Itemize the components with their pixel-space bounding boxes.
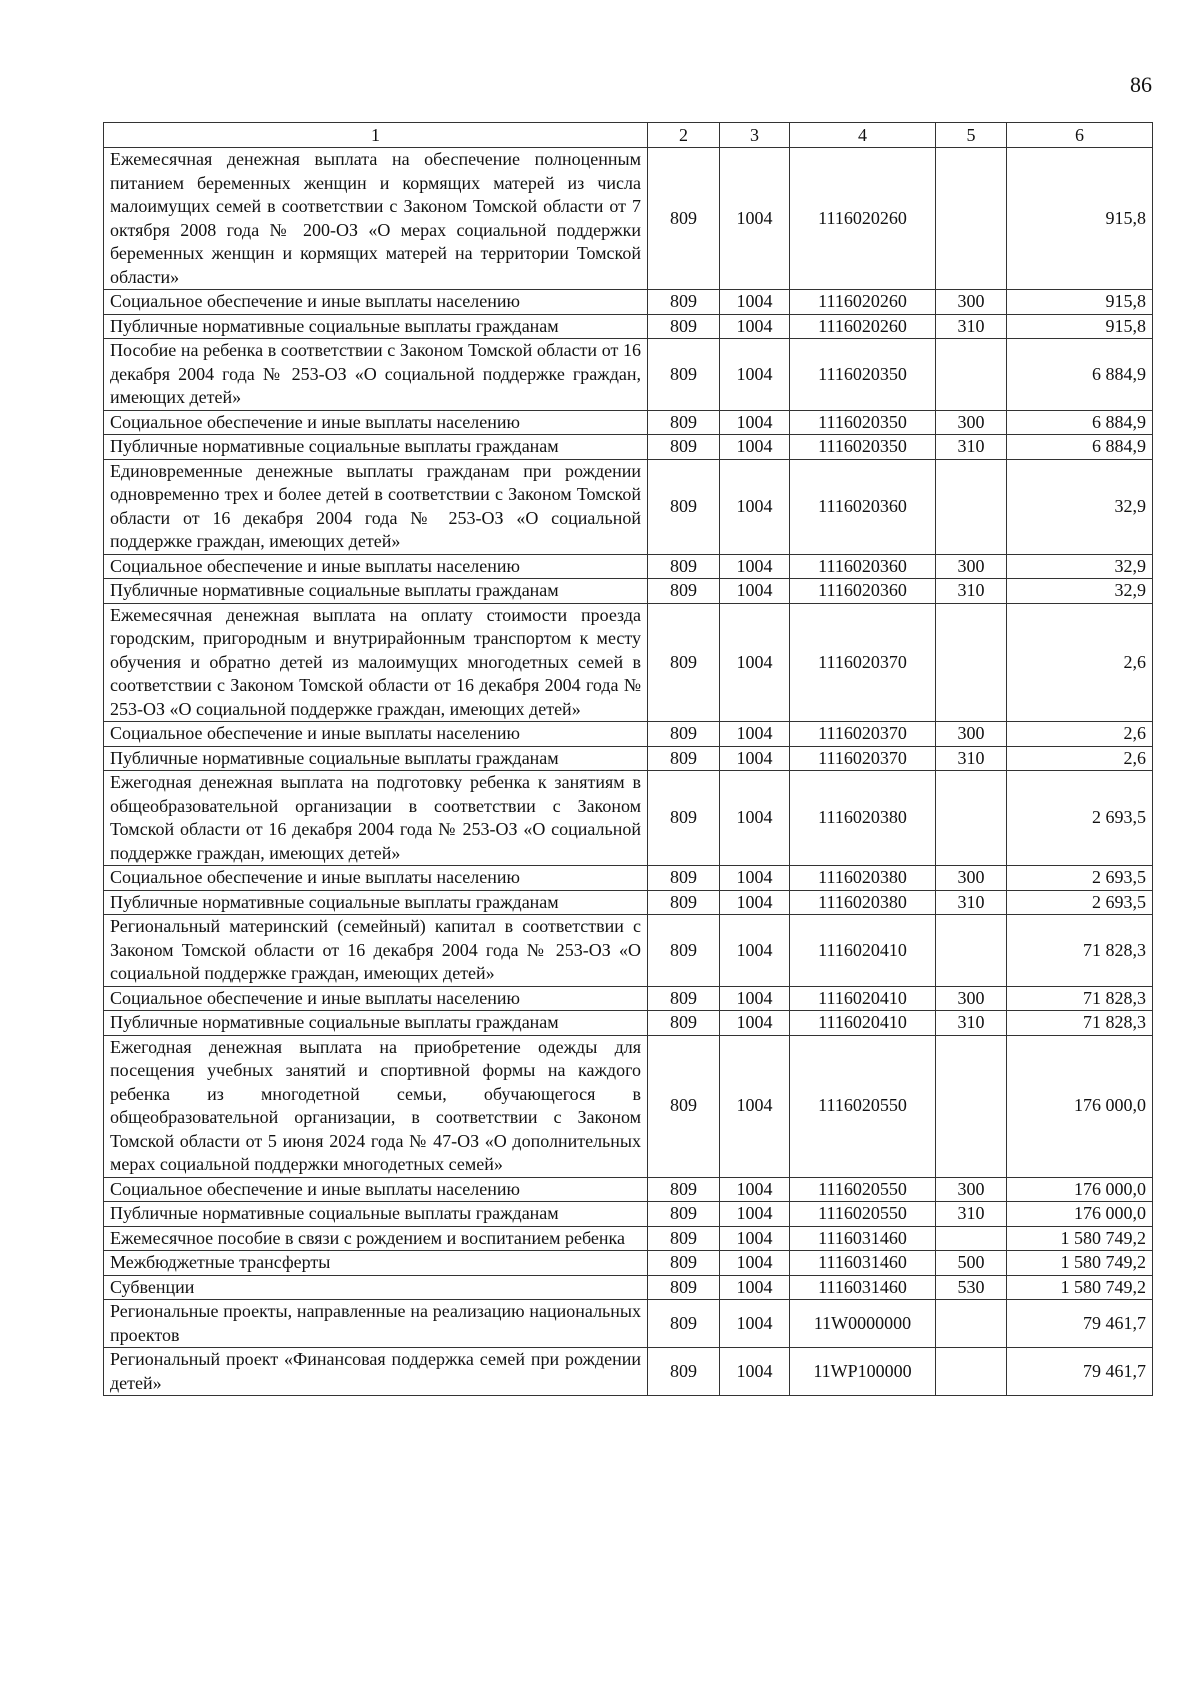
cell-amount: 176 000,0 (1007, 1177, 1153, 1202)
cell-target-article: 1116020350 (790, 410, 936, 435)
table-row (104, 1177, 1153, 1202)
cell-ministry-code: 809 (648, 148, 720, 290)
cell-ministry-code: 809 (648, 890, 720, 915)
cell-description: Социальное обеспечение и иные выплаты населению (104, 410, 648, 435)
cell-expense-type: 300 (936, 554, 1007, 579)
table-row (104, 722, 1153, 747)
cell-expense-type: 310 (936, 746, 1007, 771)
table-row (104, 1251, 1153, 1276)
table-row (104, 554, 1153, 579)
cell-expense-type: 310 (936, 435, 1007, 460)
cell-target-article: 1116031460 (790, 1275, 936, 1300)
table-row (104, 290, 1153, 315)
table-header-row (104, 123, 1153, 148)
cell-amount: 2 693,5 (1007, 866, 1153, 891)
cell-expense-type: 300 (936, 722, 1007, 747)
cell-expense-type: 310 (936, 1011, 1007, 1036)
cell-ministry-code: 809 (648, 986, 720, 1011)
cell-target-article: 1116020370 (790, 746, 936, 771)
cell-ministry-code: 809 (648, 435, 720, 460)
budget-table (103, 122, 1153, 1396)
cell-target-article: 1116031460 (790, 1251, 936, 1276)
cell-expense-type: 300 (936, 866, 1007, 891)
cell-target-article: 1116020360 (790, 554, 936, 579)
cell-description: Межбюджетные трансферты (104, 1251, 648, 1276)
cell-amount: 6 884,9 (1007, 339, 1153, 411)
cell-target-article: 1116020370 (790, 603, 936, 722)
cell-section-code: 1004 (720, 890, 790, 915)
cell-expense-type: 310 (936, 314, 1007, 339)
cell-section-code: 1004 (720, 410, 790, 435)
table-row (104, 1035, 1153, 1177)
cell-ministry-code: 809 (648, 722, 720, 747)
cell-expense-type: 310 (936, 1202, 1007, 1227)
cell-amount: 71 828,3 (1007, 915, 1153, 987)
cell-amount: 71 828,3 (1007, 986, 1153, 1011)
cell-ministry-code: 809 (648, 915, 720, 987)
cell-amount: 79 461,7 (1007, 1348, 1153, 1396)
cell-expense-type (936, 1226, 1007, 1251)
cell-target-article: 11W0000000 (790, 1300, 936, 1348)
cell-ministry-code: 809 (648, 746, 720, 771)
cell-target-article: 1116020380 (790, 890, 936, 915)
cell-section-code: 1004 (720, 1226, 790, 1251)
table-row (104, 1300, 1153, 1348)
cell-amount: 71 828,3 (1007, 1011, 1153, 1036)
cell-ministry-code: 809 (648, 554, 720, 579)
cell-amount: 176 000,0 (1007, 1035, 1153, 1177)
cell-section-code: 1004 (720, 603, 790, 722)
cell-amount: 2,6 (1007, 603, 1153, 722)
table-row (104, 915, 1153, 987)
cell-description: Публичные нормативные социальные выплаты гражданам (104, 314, 648, 339)
cell-section-code: 1004 (720, 1011, 790, 1036)
cell-section-code: 1004 (720, 746, 790, 771)
table-row (104, 603, 1153, 722)
cell-amount: 6 884,9 (1007, 410, 1153, 435)
cell-ministry-code: 809 (648, 459, 720, 554)
table-row (104, 1275, 1153, 1300)
cell-ministry-code: 809 (648, 1226, 720, 1251)
table-row (104, 148, 1153, 290)
table-row (104, 1011, 1153, 1036)
cell-description: Социальное обеспечение и иные выплаты населению (104, 554, 648, 579)
cell-section-code: 1004 (720, 722, 790, 747)
cell-target-article: 1116020410 (790, 986, 936, 1011)
cell-expense-type: 530 (936, 1275, 1007, 1300)
table-row (104, 890, 1153, 915)
cell-target-article: 1116020410 (790, 1011, 936, 1036)
table-row (104, 435, 1153, 460)
cell-description: Региональные проекты, направленные на реализацию национальных проектов (104, 1300, 648, 1348)
cell-expense-type: 310 (936, 890, 1007, 915)
table-row (104, 746, 1153, 771)
cell-section-code: 1004 (720, 459, 790, 554)
cell-description: Ежегодная денежная выплата на приобретение одежды для посещения учебных занятий и спортивной формы на каждого ребенка из многодетной семьи, обучающегося в общеобразовательной организации, в соответствии с Законом Томской области от 5 июня 2024 года № 47-ОЗ «О дополнительных мерах социальной поддержки многодетных семей» (104, 1035, 648, 1177)
cell-ministry-code: 809 (648, 290, 720, 315)
cell-ministry-code: 809 (648, 1275, 720, 1300)
cell-target-article: 1116020350 (790, 339, 936, 411)
cell-section-code: 1004 (720, 148, 790, 290)
cell-description: Публичные нормативные социальные выплаты гражданам (104, 1202, 648, 1227)
cell-description: Ежемесячная денежная выплата на обеспечение полноценным питанием беременных женщин и кормящих матерей из числа малоимущих семей в соответствии с Законом Томской области от 7 октября 2008 года № 200-ОЗ «О мерах социальной поддержки беременных женщин и кормящих матерей на территории Томской области» (104, 148, 648, 290)
cell-ministry-code: 809 (648, 1035, 720, 1177)
cell-target-article: 1116020550 (790, 1177, 936, 1202)
cell-target-article: 1116020410 (790, 915, 936, 987)
cell-amount: 2,6 (1007, 746, 1153, 771)
cell-expense-type (936, 1300, 1007, 1348)
cell-section-code: 1004 (720, 1177, 790, 1202)
table-row (104, 1202, 1153, 1227)
cell-expense-type: 310 (936, 579, 1007, 604)
cell-section-code: 1004 (720, 915, 790, 987)
cell-amount: 1 580 749,2 (1007, 1251, 1153, 1276)
cell-expense-type: 300 (936, 1177, 1007, 1202)
cell-ministry-code: 809 (648, 1251, 720, 1276)
cell-target-article: 1116020350 (790, 435, 936, 460)
cell-description: Публичные нормативные социальные выплаты гражданам (104, 890, 648, 915)
cell-section-code: 1004 (720, 290, 790, 315)
cell-amount: 176 000,0 (1007, 1202, 1153, 1227)
cell-ministry-code: 809 (648, 410, 720, 435)
cell-expense-type (936, 1348, 1007, 1396)
cell-amount: 79 461,7 (1007, 1300, 1153, 1348)
cell-description: Ежемесячная денежная выплата на оплату стоимости проезда городским, пригородным и внутрирайонным транспортом к месту обучения и обратно детей из малоимущих многодетных семей в соответствии с Законом Томской области от 16 декабря 2004 года № 253-ОЗ «О социальной поддержке граждан, имеющих детей» (104, 603, 648, 722)
cell-expense-type (936, 339, 1007, 411)
cell-target-article: 1116020360 (790, 459, 936, 554)
cell-section-code: 1004 (720, 771, 790, 866)
cell-ministry-code: 809 (648, 1011, 720, 1036)
cell-target-article: 1116020550 (790, 1202, 936, 1227)
cell-amount: 915,8 (1007, 290, 1153, 315)
cell-section-code: 1004 (720, 1035, 790, 1177)
cell-ministry-code: 809 (648, 1348, 720, 1396)
cell-description: Социальное обеспечение и иные выплаты населению (104, 866, 648, 891)
cell-expense-type: 300 (936, 986, 1007, 1011)
cell-amount: 2 693,5 (1007, 771, 1153, 866)
table-row (104, 866, 1153, 891)
cell-section-code: 1004 (720, 314, 790, 339)
table-row (104, 1226, 1153, 1251)
table-row (104, 459, 1153, 554)
cell-target-article: 1116031460 (790, 1226, 936, 1251)
cell-amount: 1 580 749,2 (1007, 1275, 1153, 1300)
cell-description: Региональный материнский (семейный) капитал в соответствии с Законом Томской области от 16 декабря 2004 года № 253-ОЗ «О социальной поддержке граждан, имеющих детей» (104, 915, 648, 987)
cell-expense-type (936, 771, 1007, 866)
cell-section-code: 1004 (720, 435, 790, 460)
cell-description: Социальное обеспечение и иные выплаты населению (104, 722, 648, 747)
cell-amount: 2,6 (1007, 722, 1153, 747)
table-row (104, 339, 1153, 411)
table-row (104, 771, 1153, 866)
table-row (104, 986, 1153, 1011)
cell-section-code: 1004 (720, 1300, 790, 1348)
cell-description: Субвенции (104, 1275, 648, 1300)
cell-target-article: 1116020370 (790, 722, 936, 747)
cell-target-article: 1116020260 (790, 290, 936, 315)
cell-description: Единовременные денежные выплаты гражданам при рождении одновременно трех и более детей в соответствии с Законом Томской области от 16 декабря 2004 года № 253-ОЗ «О социальной поддержке граждан, имеющих детей» (104, 459, 648, 554)
cell-expense-type (936, 148, 1007, 290)
column-header: 4 (790, 123, 936, 148)
cell-description: Публичные нормативные социальные выплаты гражданам (104, 1011, 648, 1036)
cell-section-code: 1004 (720, 986, 790, 1011)
cell-description: Социальное обеспечение и иные выплаты населению (104, 1177, 648, 1202)
table-row (104, 579, 1153, 604)
cell-section-code: 1004 (720, 1202, 790, 1227)
cell-description: Пособие на ребенка в соответствии с Законом Томской области от 16 декабря 2004 года № 253-ОЗ «О социальной поддержке граждан, имеющих детей» (104, 339, 648, 411)
cell-description: Публичные нормативные социальные выплаты гражданам (104, 746, 648, 771)
cell-section-code: 1004 (720, 339, 790, 411)
column-header: 5 (936, 123, 1007, 148)
cell-amount: 1 580 749,2 (1007, 1226, 1153, 1251)
cell-expense-type: 300 (936, 410, 1007, 435)
cell-section-code: 1004 (720, 579, 790, 604)
cell-ministry-code: 809 (648, 1202, 720, 1227)
cell-expense-type: 500 (936, 1251, 1007, 1276)
cell-description: Региональный проект «Финансовая поддержка семей при рождении детей» (104, 1348, 648, 1396)
column-header: 1 (104, 123, 648, 148)
cell-amount: 915,8 (1007, 148, 1153, 290)
cell-target-article: 1116020360 (790, 579, 936, 604)
cell-expense-type (936, 603, 1007, 722)
cell-section-code: 1004 (720, 866, 790, 891)
cell-description: Публичные нормативные социальные выплаты гражданам (104, 579, 648, 604)
cell-ministry-code: 809 (648, 771, 720, 866)
cell-section-code: 1004 (720, 1348, 790, 1396)
column-header: 2 (648, 123, 720, 148)
column-header: 6 (1007, 123, 1153, 148)
cell-ministry-code: 809 (648, 314, 720, 339)
cell-ministry-code: 809 (648, 339, 720, 411)
cell-target-article: 1116020260 (790, 314, 936, 339)
cell-description: Социальное обеспечение и иные выплаты населению (104, 986, 648, 1011)
cell-section-code: 1004 (720, 554, 790, 579)
column-header: 3 (720, 123, 790, 148)
cell-amount: 915,8 (1007, 314, 1153, 339)
page-number: 86 (1130, 72, 1152, 97)
cell-description: Ежемесячное пособие в связи с рождением и воспитанием ребенка (104, 1226, 648, 1251)
cell-ministry-code: 809 (648, 1300, 720, 1348)
cell-description: Ежегодная денежная выплата на подготовку ребенка к занятиям в общеобразовательной организации в соответствии с Законом Томской области от 16 декабря 2004 года № 253-ОЗ «О социальной поддержке граждан, имеющих детей» (104, 771, 648, 866)
cell-target-article: 11WP100000 (790, 1348, 936, 1396)
table-row (104, 314, 1153, 339)
cell-description: Публичные нормативные социальные выплаты гражданам (104, 435, 648, 460)
cell-ministry-code: 809 (648, 866, 720, 891)
cell-section-code: 1004 (720, 1251, 790, 1276)
cell-amount: 32,9 (1007, 459, 1153, 554)
cell-ministry-code: 809 (648, 1177, 720, 1202)
cell-expense-type (936, 1035, 1007, 1177)
cell-ministry-code: 809 (648, 579, 720, 604)
cell-amount: 2 693,5 (1007, 890, 1153, 915)
cell-target-article: 1116020380 (790, 866, 936, 891)
table-body (104, 148, 1153, 1396)
cell-amount: 6 884,9 (1007, 435, 1153, 460)
cell-description: Социальное обеспечение и иные выплаты населению (104, 290, 648, 315)
cell-amount: 32,9 (1007, 554, 1153, 579)
cell-expense-type (936, 915, 1007, 987)
table-row (104, 410, 1153, 435)
cell-ministry-code: 809 (648, 603, 720, 722)
cell-amount: 32,9 (1007, 579, 1153, 604)
cell-expense-type (936, 459, 1007, 554)
table-row (104, 1348, 1153, 1396)
cell-section-code: 1004 (720, 1275, 790, 1300)
cell-target-article: 1116020380 (790, 771, 936, 866)
cell-target-article: 1116020550 (790, 1035, 936, 1177)
cell-target-article: 1116020260 (790, 148, 936, 290)
cell-expense-type: 300 (936, 290, 1007, 315)
